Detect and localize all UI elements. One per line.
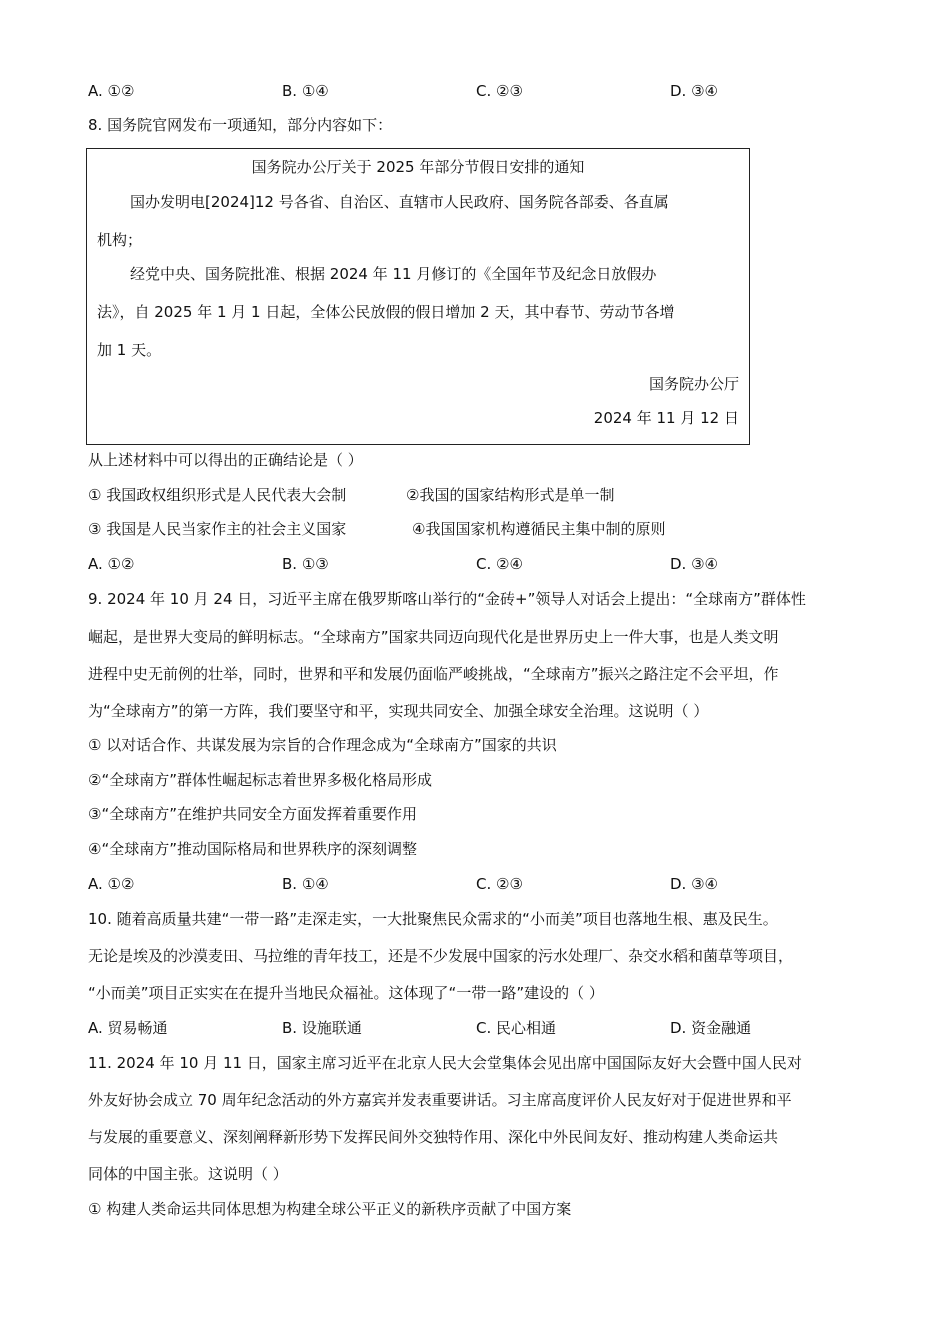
q9-line: 为“全球南方”的第一方阵，我们要坚守和平，实现共同安全、加强全球安全治理。这说明（ ） bbox=[88, 702, 709, 720]
q7-option-a[interactable]: A. ①② bbox=[88, 82, 135, 100]
q10-option-c[interactable]: C. 民心相通 bbox=[476, 1019, 557, 1037]
q9-line: 崛起，是世界大变局的鲜明标志。“全球南方”国家共同迈向现代化是世界历史上一件大事，也是人类文明 bbox=[88, 628, 779, 646]
q9-option-b[interactable]: B. ①④ bbox=[282, 875, 329, 893]
q11-line: 11. 2024 年 10 月 11 日，国家主席习近平在北京人民大会堂集体会见出席中国国际友好大会暨中国人民对 bbox=[88, 1054, 802, 1072]
q8-options bbox=[88, 554, 808, 574]
q9-option-d[interactable]: D. ③④ bbox=[670, 875, 718, 893]
q9-statement-1: ① 以对话合作、共谋发展为宗旨的合作理念成为“全球南方”国家的共识 bbox=[88, 736, 557, 754]
q11-line: 外友好协会成立 70 周年纪念活动的外方嘉宾并发表重要讲话。习主席高度评价人民友好对于促进世界和平 bbox=[88, 1091, 792, 1109]
q9-statement-4: ④“全球南方”推动国际格局和世界秩序的深刻调整 bbox=[88, 840, 417, 858]
q10-options bbox=[88, 1018, 808, 1038]
q9-options bbox=[88, 874, 808, 894]
q8-notice-box bbox=[86, 148, 750, 445]
q7-option-c[interactable]: C. ②③ bbox=[476, 82, 523, 100]
q10-option-d[interactable]: D. 资金融通 bbox=[670, 1019, 752, 1037]
q8-option-b[interactable]: B. ①③ bbox=[282, 555, 329, 573]
q8-statement-1: ① 我国政权组织形式是人民代表大会制 bbox=[88, 486, 347, 504]
notice-signer: 国务院办公厅 bbox=[648, 375, 739, 393]
q9-statement-2: ②“全球南方”群体性崛起标志着世界多极化格局形成 bbox=[88, 771, 432, 789]
notice-line: 加 1 天。 bbox=[97, 341, 162, 359]
notice-title: 国务院办公厅关于 2025 年部分节假日安排的通知 bbox=[251, 158, 585, 176]
q9-option-a[interactable]: A. ①② bbox=[88, 875, 135, 893]
q9-line: 进程中史无前例的壮举，同时，世界和平和发展仍面临严峻挑战，“全球南方”振兴之路注定不会平坦，作 bbox=[88, 665, 779, 683]
notice-line: 国办发明电[2024]12 号各省、自治区、直辖市人民政府、国务院各部委、各直属 bbox=[130, 193, 669, 211]
q8-option-c[interactable]: C. ②④ bbox=[476, 555, 523, 573]
notice-date: 2024 年 11 月 12 日 bbox=[593, 409, 739, 427]
q10-option-b[interactable]: B. 设施联通 bbox=[282, 1019, 362, 1037]
notice-line: 法》，自 2025 年 1 月 1 日起，全体公民放假的假日增加 2 天，其中春节、劳动节各增 bbox=[97, 303, 675, 321]
q10-line: “小而美”项目正实实在在提升当地民众福祉。这体现了“一带一路”建设的（ ） bbox=[88, 984, 604, 1002]
q8-statement-3: ③ 我国是人民当家作主的社会主义国家 bbox=[88, 520, 347, 538]
q10-line: 10. 随着高质量共建“一带一路”走深走实，一大批聚焦民众需求的“小而美”项目也落地生根、惠及民生。 bbox=[88, 910, 778, 928]
q8-option-d[interactable]: D. ③④ bbox=[670, 555, 718, 573]
q9-line: 9. 2024 年 10 月 24 日，习近平主席在俄罗斯喀山举行的“金砖+”领导人对话会上提出：“全球南方”群体性 bbox=[88, 590, 806, 608]
notice-line: 经党中央、国务院批准、根据 2024 年 11 月修订的《全国年节及纪念日放假办 bbox=[130, 265, 657, 283]
q7-option-b[interactable]: B. ①④ bbox=[282, 82, 329, 100]
q8-question: 从上述材料中可以得出的正确结论是（ ） bbox=[88, 451, 363, 469]
q9-statement-3: ③“全球南方”在维护共同安全方面发挥着重要作用 bbox=[88, 805, 417, 823]
q11-line: 同体的中国主张。这说明（ ） bbox=[88, 1165, 288, 1183]
q8-option-a[interactable]: A. ①② bbox=[88, 555, 135, 573]
q10-option-a[interactable]: A. 贸易畅通 bbox=[88, 1019, 168, 1037]
notice-line: 机构； bbox=[97, 231, 143, 249]
q8-stem: 8. 国务院官网发布一项通知，部分内容如下： bbox=[88, 116, 393, 134]
q7-option-d[interactable]: D. ③④ bbox=[670, 82, 718, 100]
q9-option-c[interactable]: C. ②③ bbox=[476, 875, 523, 893]
q8-statement-2: ②我国的国家结构形式是单一制 bbox=[406, 486, 615, 504]
q10-line: 无论是埃及的沙漠麦田、马拉维的青年技工，还是不少发展中国家的污水处理厂、杂交水稻和菌草等项目， bbox=[88, 947, 794, 965]
q8-statement-4: ④我国国家机构遵循民主集中制的原则 bbox=[412, 520, 666, 538]
q7-options bbox=[88, 81, 808, 101]
q11-statement-1: ① 构建人类命运共同体思想为构建全球公平正义的新秩序贡献了中国方案 bbox=[88, 1200, 572, 1218]
q11-line: 与发展的重要意义、深刻阐释新形势下发挥民间外交独特作用、深化中外民间友好、推动构建人类命运共 bbox=[88, 1128, 779, 1146]
